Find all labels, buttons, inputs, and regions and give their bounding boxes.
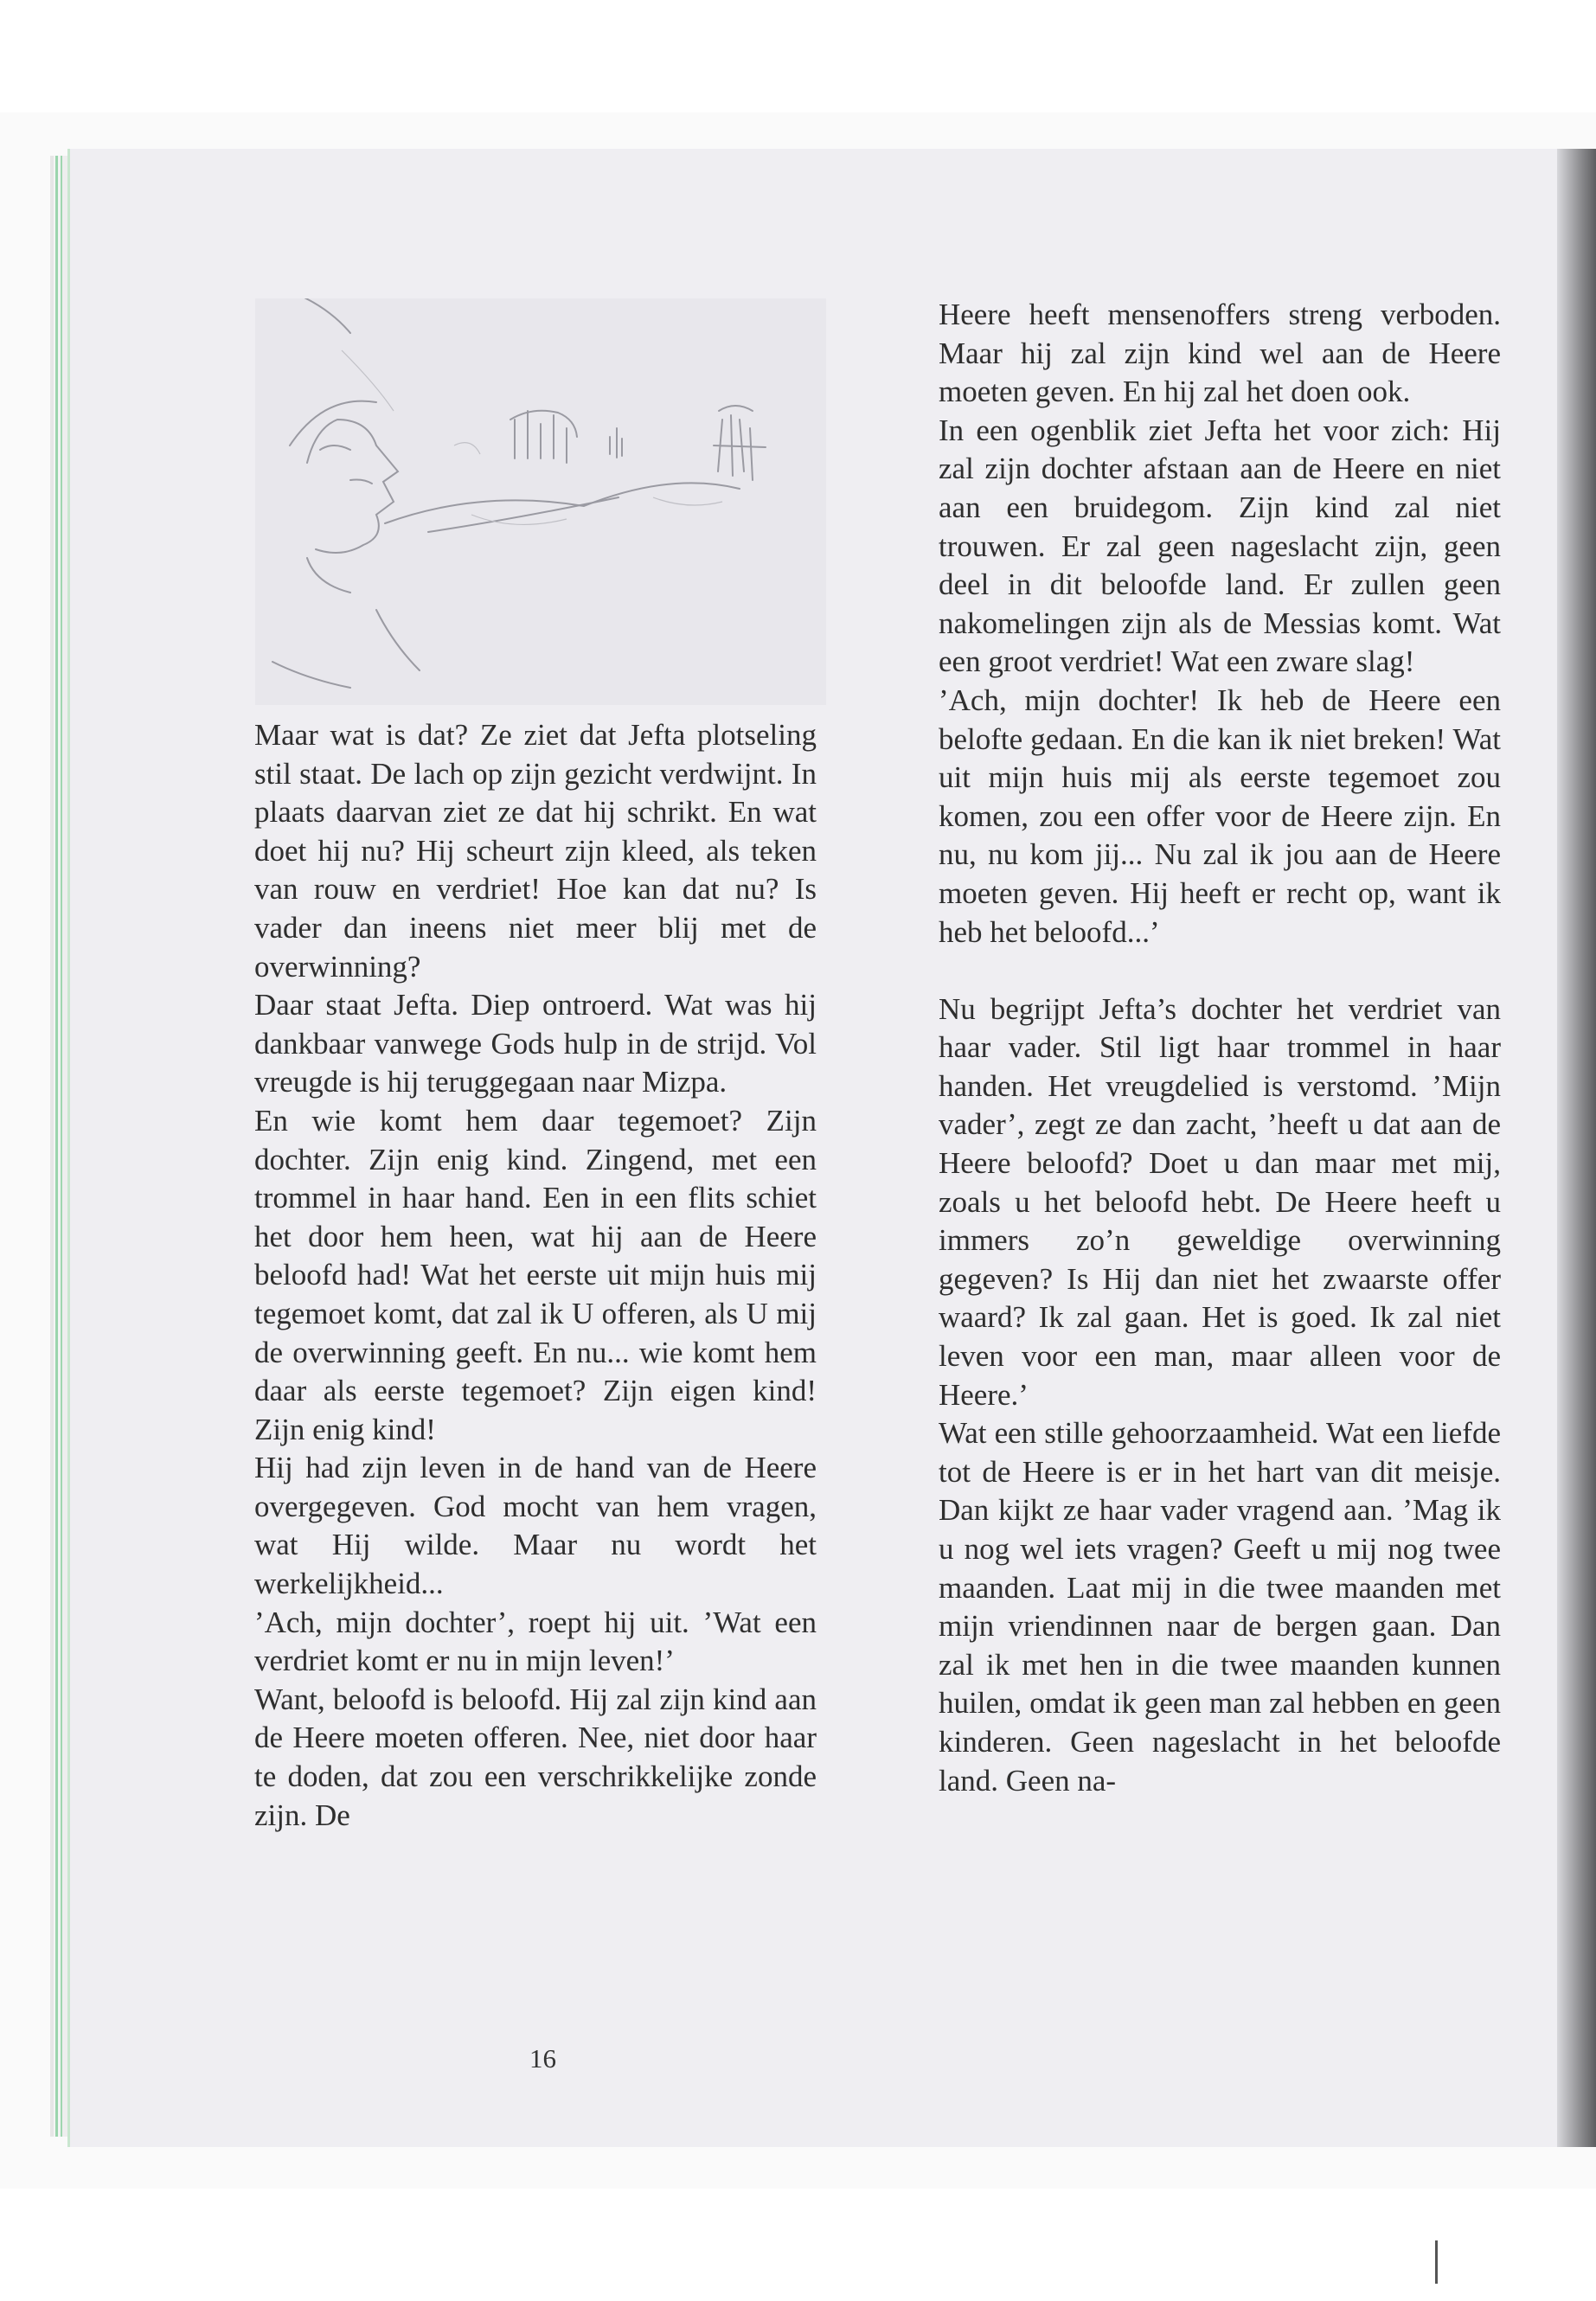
- page-edge-stack: [50, 156, 69, 2137]
- paragraph: Daar staat Jefta. Diep ontroerd. Wat was hij dankbaar vanwege Gods hulp in de strijd. Vol vreugde is hij teruggegaan naar Mizpa.: [254, 988, 817, 1099]
- paragraph: ’Ach, mijn dochter’, roept hij uit. ’Wat een verdriet komt er nu in mijn leven!’: [254, 1605, 817, 1678]
- paragraph: Want, beloofd is beloofd. Hij zal zijn kind aan de Heere moeten offeren. Nee, niet door haar te doden, dat zou een verschrikkelijke zonde zijn. De: [254, 1682, 817, 1832]
- paragraph: Hij had zijn leven in de hand van de Heere overgegeven. God mocht van hem vragen, wat Hij wilde. Maar nu wordt het werkelijkheid...: [254, 1451, 817, 1601]
- sketch-jefta-and-daughter: [255, 298, 826, 705]
- paragraph: En wie komt hem daar tegemoet? Zijn dochter. Zijn enig kind. Zingend, met een trommel in haar hand. Een in een flits schiet het door hem heen, wat hij aan de Heere beloofd had! Wat het eerste uit mijn huis mij tegemoet komt, dat zal ik U offeren, als U mij de overwinning geeft. En nu... wie komt hem daar als eerste tegemoet? Zijn eigen kind! Zijn enig kind!: [254, 1103, 817, 1446]
- paragraph: Nu begrijpt Jefta’s dochter het verdriet van haar vader. Stil ligt haar trommel in haar handen. Het vreugdelied is verstomd. ’Mijn vader’, zegt ze dan zacht, ’heeft u dat aan de Heere beloofd? Doet u dan maar met mij, zoals u het beloofd hebt. De Heere heeft u immers zo’n geweldige overwinning gegeven? Is Hij dan niet het zwaarste offer waard? Ik zal gaan. Het is goed. Ik zal niet leven voor een man, maar alleen voor de Heere.’: [939, 991, 1501, 1412]
- paragraph: Maar wat is dat? Ze ziet dat Jefta plotseling stil staat. De lach op zijn gezicht verdwijnt. In plaats daarvan ziet ze dat hij schrikt. En wat doet hij nu? Hij scheurt zijn kleed, als teken van rouw en verdriet! Hoe kan dat nu? Is vader dan ineens niet meer blij met de overwinning?: [254, 718, 817, 984]
- paragraph: ’Ach, mijn dochter! Ik heb de Heere een belofte gedaan. En die kan ik niet breken! Wat uit mijn huis mij als eerste tegemoet zou komen, zou een offer voor de Heere zijn. En nu, nu kom jij... Nu zal ik jou aan de Heere moeten geven. Hij heeft er recht op, want ik heb het beloofd...’: [939, 683, 1501, 949]
- paragraph: Heere heeft mensenoffers streng verboden. Maar hij zal zijn kind wel aan de Heere moeten geven. En hij zal het doen ook.: [939, 298, 1501, 409]
- paragraph: Wat een stille gehoorzaamheid. Wat een liefde tot de Heere is er in het hart van dit meisje. Dan kijkt ze haar vader vragend aan. ’Mag ik u nog wel iets vragen? Geeft u mij nog twee maanden. Laat mij in die twee maanden met mijn vriendinnen naar de bergen gaan. Dan zal ik met hen in die twee maanden kunnen huilen, omdat ik geen man zal hebben en geen kinderen. Geen nageslacht in het beloofde land. Geen na-: [939, 1416, 1501, 1798]
- pencil-illustration: [255, 298, 826, 705]
- binding-shadow: [1557, 149, 1596, 2147]
- page-number: 16: [529, 2043, 556, 2073]
- scan-mark: [1435, 2240, 1438, 2284]
- left-text-column: [254, 716, 817, 1835]
- right-text-column: [939, 296, 1501, 1800]
- paragraph-gap: [939, 952, 1501, 990]
- paragraph: In een ogenblik ziet Jefta het voor zich: Hij zal zijn dochter afstaan aan de Heere en niet aan een bruidegom. Zijn kind zal niet trouwen. Er zal geen nageslacht zijn, geen deel in dit beloofde land. Er zullen geen nakomelingen zijn als de Messias komt. Wat een groot verdriet! Wat een zware slag!: [939, 413, 1501, 679]
